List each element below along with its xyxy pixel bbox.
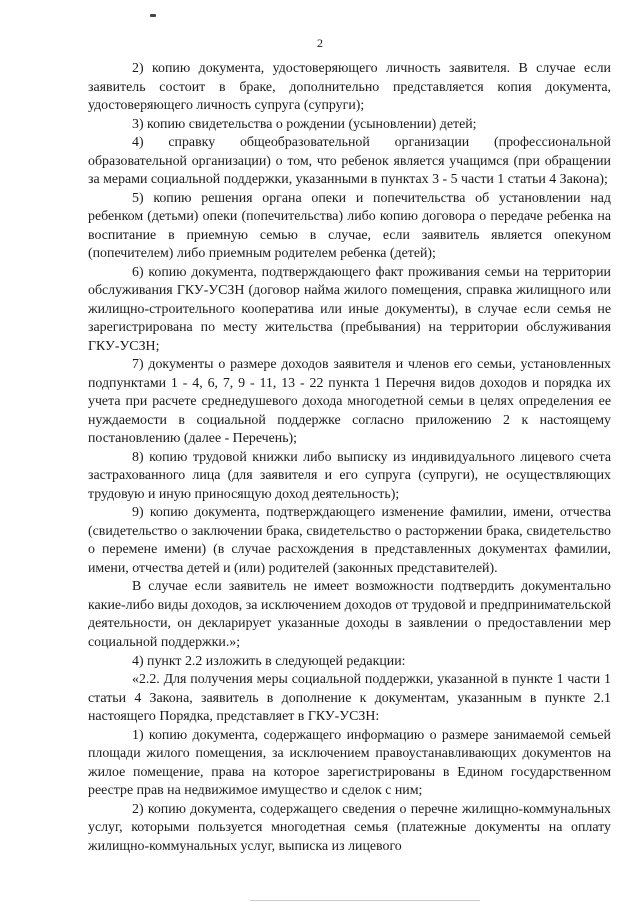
paragraph: 8) копию трудовой книжки либо выписку из индивидуального лицевого счета застрахованного лица (для заявителя и его супруга (супруги), не осуществляющих трудовую и иную приносящую доход деятельность); [88, 449, 611, 502]
paragraph: В случае если заявитель не имеет возможности подтвердить документально какие-либо виды доходов, за исключением доходов от трудовой и предпринимательской деятельности, он декларирует указанные доходы в заявлении о предоставлении мер социальной поддержки.»; [88, 579, 611, 650]
paragraph: «2.2. Для получения меры социальной поддержки, указанной в пункте 1 части 1 статьи 4 Закона, заявитель в дополнение к документам, указанным в пункте 2.1 настоящего Порядка, представляет в ГКУ-УСЗН: [88, 672, 611, 725]
paragraph: 6) копию документа, подтверждающего факт проживания семьи на территории обслуживания ГКУ-УСЗН (договор найма жилого помещения, справка жилищного или жилищно-строительного кооператива или иные документы), в случае если семья не зарегистрирована по месту жительства (пребывания) на территории обслуживания ГКУ-УСЗН; [88, 264, 611, 354]
paragraph: 2) копию документа, содержащего сведения о перечне жилищно-коммунальных услуг, которыми пользуется многодетная семья (платежные документы на оплату жилищно-коммунальных услуг, выписка из лицевого [88, 801, 611, 854]
paragraph: 1) копию документа, содержащего информацию о размере занимаемой семьей площади жилого помещения, за исключением правоустанавливающих документов на жилое помещение, права на которое зарегистрированы в Едином государственном реестре прав на недвижимое имущество и сделок с ним; [88, 727, 611, 799]
paragraph: 5) копию решения органа опеки и попечительства об установлении над ребенком (детьми) опеки (попечительства) либо копию договора о передаче ребенка на воспитание в приемную семью в случае, если заявитель является опекуном (попечителем) либо приемным родителем ребенка (детей); [88, 190, 611, 262]
paragraph: 2) копию документа, удостоверяющего личность заявителя. В случае если заявитель состоит в браке, дополнительно представляется копия документа, удостоверяющего личность супруга (супруги); [88, 61, 611, 114]
paragraph: 3) копию свидетельства о рождении (усыновлении) детей; [132, 116, 477, 132]
paragraph: 4) справку общеобразовательной организации (профессиональной образовательной организации) о том, что ребенок является учащимся (при обращении за мерами социальной поддержки, указанными в пунктах 3 - 5 части 1 статьи 4 Закона); [88, 135, 611, 188]
paragraph: 9) копию документа, подтверждающего изменение фамилии, имени, отчества (свидетельство о заключении брака, свидетельство о расторжении брака, свидетельство о перемене имени) (в случае расхождения в представленных документах фамилии, имени, отчества детей и (или) родителей (законных представителей). [88, 505, 611, 576]
paragraph: 7) документы о размере доходов заявителя и членов его семьи, установленных подпунктами 1 - 4, 6, 7, 9 - 11, 13 - 22 пункта 1 Перечня видов доходов и порядка их учета при расчете среднедушевого дохода многодетной семьи в целях определения ее нуждаемости в социальной поддержке согласно приложению 2 к настоящему постановлению (далее - Перечень); [88, 357, 611, 447]
paragraph: 4) пункт 2.2 изложить в следующей редакции: [132, 653, 406, 669]
page-number: 2 [317, 36, 323, 50]
scan-mark [150, 14, 156, 17]
document-body [88, 60, 611, 856]
scan-edge-line [250, 900, 480, 901]
